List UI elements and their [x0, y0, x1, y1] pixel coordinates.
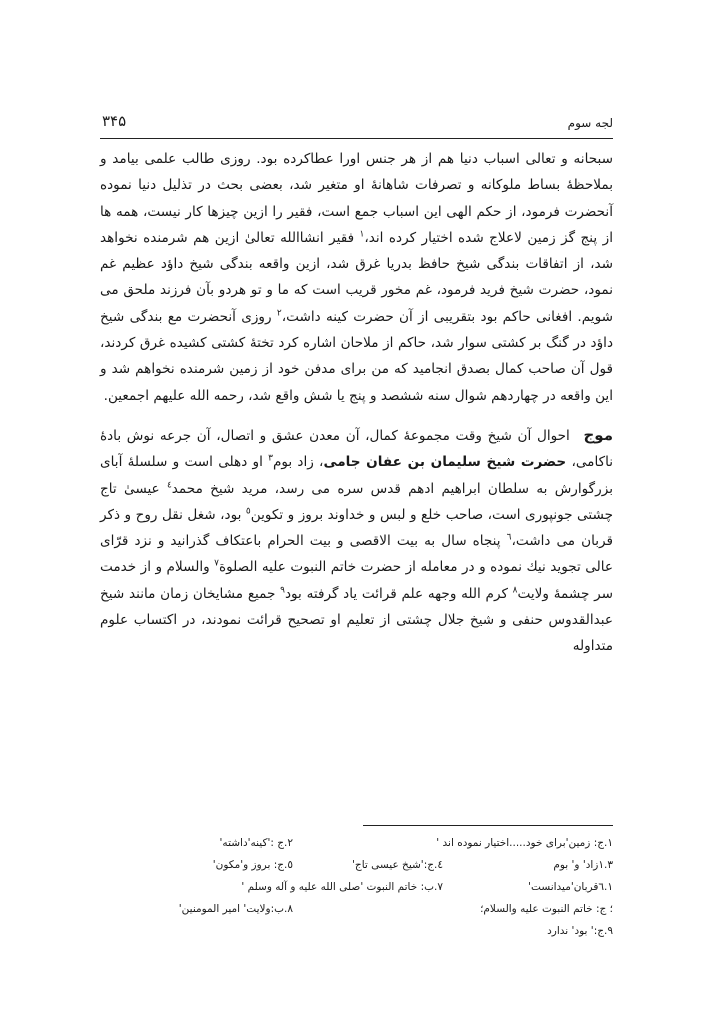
footnote-3: ۱.۳زاد' و' بوم [553, 859, 613, 871]
paragraph-2-text: احوال آن شیخ وقت مجموعهٔ کمال، آن معدن عشق و اتصال، آن جرعه نوش بادهٔ ناکامی، [100, 427, 614, 471]
page-header [100, 112, 613, 139]
paragraph-2-text-6: پنجاه سال به بیت الاقصی و بیت الحرام باعتکاف گذرانید و نزد قرّای عالی تجوید نیك نموده و در معامله از حضرت خاتم النبوت علیه الصلوة [100, 533, 614, 576]
paragraph-2-text-4: عیسیٰ تاج چشتی جونپوری است، صاحب خلع و لبس و خداوند بروز و تکوین [100, 480, 613, 523]
footnote-1: ۱.ج: زمین'برای خود.....اختیار نموده اند ' [436, 837, 613, 849]
section-title: لجه سوم [567, 116, 613, 130]
paragraph-2-text-9: جمیع مشایخان زمان مانند شیخ عبدالقدوس حنفی و شیخ جلال چشتی از تعلیم او تصحیح قرائت نمودند، در اکتساب علوم متداوله [100, 585, 613, 655]
footnote-9: ۹.ج:' بود' ندارد [547, 925, 613, 937]
footnote-ref-3: ۳ [268, 453, 273, 464]
paragraph-1-text-end: روزی آنحضرت مع بندگی شیخ داؤد در گنگ بر کشتی سوار شد، حاکم از ملاحان اشاره کرد تختهٔ کشتی کشیده غرق کردند، قول آن صاحب کمال بصدق انجامید که من برای مدفن خود از زمین شرمنده نخواهم شد و این واقعه در چهاردهم شوال سنه ششصد و پنج یا شش واقع شد، رحمه الله علیهم اجمعین. [100, 308, 613, 404]
paragraph-2-text-7: والسلام و از خدمت سر چشمهٔ ولایت [100, 559, 613, 602]
footnote-divider [363, 825, 613, 826]
paragraph-2-lead-word: موج [583, 425, 613, 444]
footnote-ref-1: ۱ [359, 229, 365, 240]
footnote-7-alt: ؛ ج: خاتم النبوت علیه والسلام؛ [480, 903, 613, 915]
paragraph-2-text-2: ، زاد بوم [272, 454, 324, 471]
main-text [100, 146, 613, 660]
footnote-6: ۱.٦قربان'میدانست' [528, 881, 613, 893]
footnote-2: ۲.ج :'کینه'داشته' [219, 837, 293, 849]
bold-name: حضرت شیخ سلیمان بن عفان جامی [323, 454, 567, 471]
footnotes [100, 832, 613, 942]
footnote-row [100, 898, 613, 920]
footnote-ref-5: ٥ [245, 506, 251, 517]
paragraph-2-text-8: کرم الله وجهه علم قرائت یاد گرفته بود [284, 585, 513, 602]
footnote-ref-9: ۹ [280, 585, 285, 596]
footnote-ref-2: ۲ [276, 308, 282, 319]
footnote-ref-8: ۸ [512, 585, 518, 596]
footnote-row [100, 876, 613, 898]
footnote-ref-4: ٤ [166, 480, 172, 491]
paragraph-2-text-5: بود، شغل نقل روح و ذکر قربان می داشت، [100, 506, 613, 550]
paragraph-2 [100, 422, 613, 660]
footnote-8: ۸.ب:ولایت' امیر المومنین' [178, 903, 293, 915]
footnote-row [100, 832, 613, 854]
page-number: ۳۴۵ [102, 112, 127, 130]
footnote-row [100, 920, 613, 942]
paragraph-1 [100, 146, 613, 409]
paragraph-1-text-cont: فقیر انشاالله تعالیٰ ازین هم شرمنده نخواهد شد، از اتفاقات بندگی شیخ حافظ بدریا غرق شد، ازین واقعه بندگی شیخ داؤد عظیم غم نمود، حضرت شیخ فرید فرمود، غم مخور قریب است که ما و تو هردو بآن فرزند ملحق می شویم. افغانی حاکم بود بتقریبی از آن حضرت کینه داشت، [100, 229, 613, 325]
footnote-ref-7: ۷ [214, 558, 220, 569]
footnote-7: ۷.ب: خاتم النبوت 'صلی الله علیه و آله وسلم ' [241, 881, 443, 893]
footnote-4: ٤.ج:'شیخ عیسی تاج' [352, 859, 443, 871]
footnote-5: ٥.ج: بروز و'مکون' [212, 859, 293, 871]
footnote-row [100, 854, 613, 876]
footnote-ref-6: ٦ [506, 532, 512, 543]
paragraph-1-text: سبحانه و تعالی اسباب دنیا هم از هر جنس اورا عطاکرده بود. روزی طالب علمی بیامد و بملاحظهٔ بساط ملوکانه و تصرفات شاهانهٔ او متغیر شد، بعضی بحث در تذلیل دنیا نموده آنحضرت فرمود، از حکم الهی این اسباب جمع است، فقیر را ازین چیزها کار نیست، همه ها از پنج گز زمین لاعلاج شده اختیار کرده اند، [100, 151, 613, 246]
paragraph-2-text-3: او دهلی است و سلسلهٔ آبای بزرگوارش به سلطان ابراهیم ادهم قدس سره می رسد، مرید شیخ محمد [100, 454, 613, 497]
